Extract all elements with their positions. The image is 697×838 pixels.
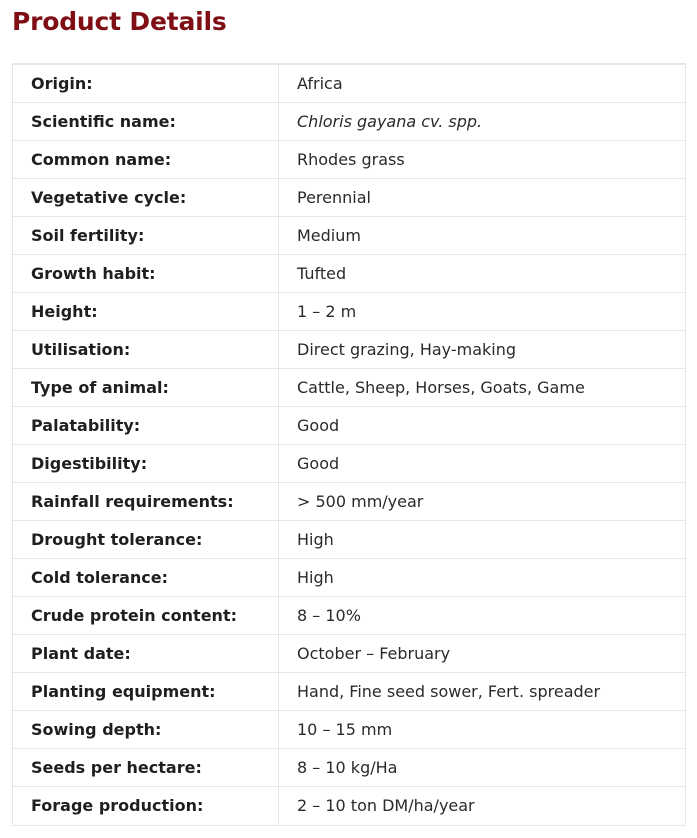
scientific-name-value: Chloris gayana cv. spp. — [279, 103, 686, 141]
cold-tolerance-value: High — [279, 559, 686, 597]
table-row — [13, 597, 686, 635]
table-row — [13, 673, 686, 711]
cold-tolerance-label: Cold tolerance: — [13, 559, 279, 597]
origin-label: Origin: — [13, 64, 279, 103]
table-row — [13, 179, 686, 217]
table-row — [13, 635, 686, 673]
vegetative-cycle-value: Perennial — [279, 179, 686, 217]
utilisation-value: Direct grazing, Hay-making — [279, 331, 686, 369]
soil-fertility-value: Medium — [279, 217, 686, 255]
seeds-per-hectare-label: Seeds per hectare: — [13, 749, 279, 787]
table-row — [13, 293, 686, 331]
crude-protein-label: Crude protein content: — [13, 597, 279, 635]
rainfall-requirements-value: > 500 mm/year — [279, 483, 686, 521]
growth-habit-value: Tufted — [279, 255, 686, 293]
drought-tolerance-label: Drought tolerance: — [13, 521, 279, 559]
product-details-table — [12, 63, 686, 826]
table-row — [13, 445, 686, 483]
height-label: Height: — [13, 293, 279, 331]
digestibility-value: Good — [279, 445, 686, 483]
plant-date-value: October – February — [279, 635, 686, 673]
digestibility-label: Digestibility: — [13, 445, 279, 483]
table-row — [13, 559, 686, 597]
height-value: 1 – 2 m — [279, 293, 686, 331]
sowing-depth-label: Sowing depth: — [13, 711, 279, 749]
table-row — [13, 103, 686, 141]
page-title: Product Details — [12, 7, 227, 36]
drought-tolerance-value: High — [279, 521, 686, 559]
seeds-per-hectare-value: 8 – 10 kg/Ha — [279, 749, 686, 787]
origin-value: Africa — [279, 64, 686, 103]
vegetative-cycle-label: Vegetative cycle: — [13, 179, 279, 217]
table-row — [13, 407, 686, 445]
common-name-label: Common name: — [13, 141, 279, 179]
type-of-animal-label: Type of animal: — [13, 369, 279, 407]
crude-protein-value: 8 – 10% — [279, 597, 686, 635]
forage-production-value: 2 – 10 ton DM/ha/year — [279, 787, 686, 826]
planting-equipment-label: Planting equipment: — [13, 673, 279, 711]
table-row — [13, 787, 686, 826]
palatability-label: Palatability: — [13, 407, 279, 445]
utilisation-label: Utilisation: — [13, 331, 279, 369]
growth-habit-label: Growth habit: — [13, 255, 279, 293]
table-row — [13, 64, 686, 103]
table-row — [13, 521, 686, 559]
table-row — [13, 141, 686, 179]
planting-equipment-value: Hand, Fine seed sower, Fert. spreader — [279, 673, 686, 711]
table-row — [13, 217, 686, 255]
soil-fertility-label: Soil fertility: — [13, 217, 279, 255]
table-row — [13, 255, 686, 293]
common-name-value: Rhodes grass — [279, 141, 686, 179]
plant-date-label: Plant date: — [13, 635, 279, 673]
table-row — [13, 749, 686, 787]
rainfall-requirements-label: Rainfall requirements: — [13, 483, 279, 521]
table-row — [13, 369, 686, 407]
type-of-animal-value: Cattle, Sheep, Horses, Goats, Game — [279, 369, 686, 407]
sowing-depth-value: 10 – 15 mm — [279, 711, 686, 749]
table-row — [13, 711, 686, 749]
table-row — [13, 483, 686, 521]
forage-production-label: Forage production: — [13, 787, 279, 826]
scientific-name-label: Scientific name: — [13, 103, 279, 141]
table-row — [13, 331, 686, 369]
palatability-value: Good — [279, 407, 686, 445]
